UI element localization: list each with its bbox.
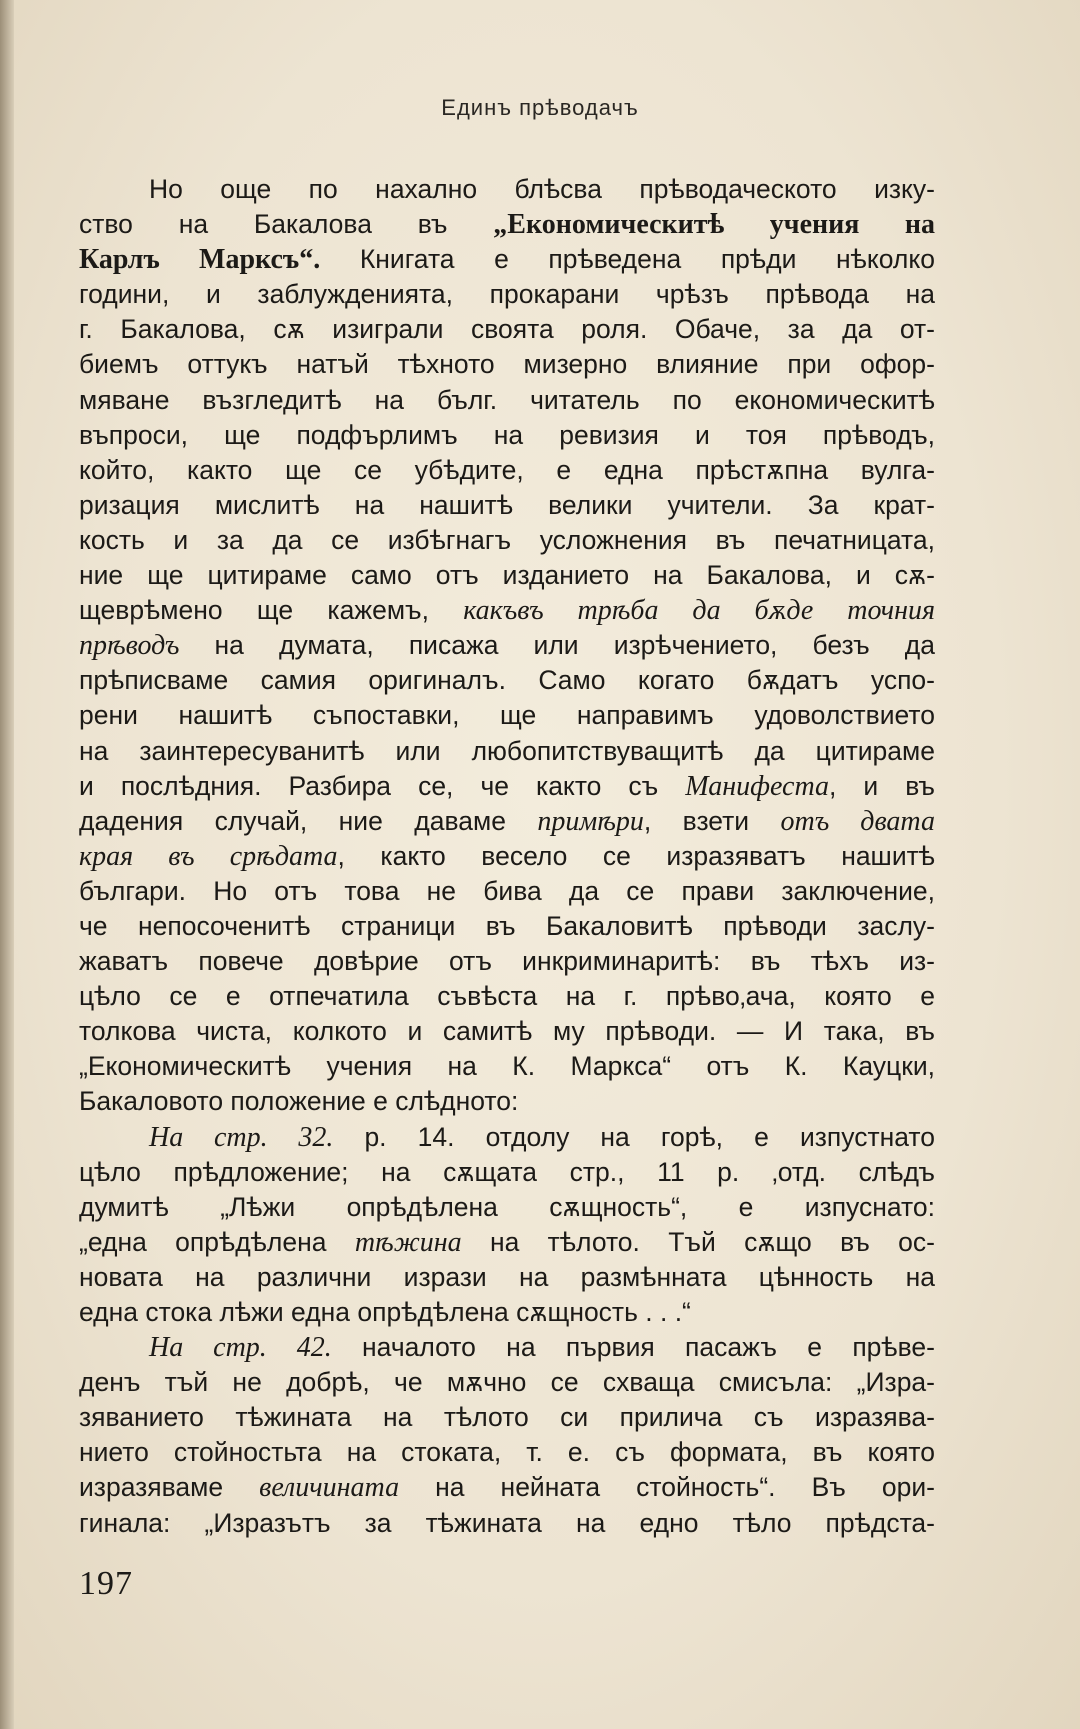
text-span: мяване възгледитѣ на бълг. читатель по економическитѣ <box>79 384 935 415</box>
text-span: , както весело се изразяватъ нашитѣ <box>337 840 935 871</box>
text-span: години, и заблужденията, прокарани чрѣзъ прѣвода на <box>79 279 935 310</box>
bold-text: „Економическитѣ учения на <box>493 209 935 241</box>
text-span: изразяваме <box>79 1472 260 1503</box>
text-span: жаватъ повече довѣрие отъ инкриминаритѣ: въ тѣхъ из- <box>79 946 935 977</box>
text-line <box>79 207 935 242</box>
text-line <box>79 1014 935 1049</box>
text-line <box>79 734 935 769</box>
text-line <box>79 418 935 453</box>
text-line <box>79 1470 935 1505</box>
italic-text: На стр. 42. <box>149 1332 332 1364</box>
text-line <box>79 944 935 979</box>
text-span: на думата, писажа или изрѣчението, безъ да <box>179 630 935 661</box>
text-line <box>79 663 935 698</box>
italic-text: величината <box>259 1472 400 1504</box>
text-line <box>79 839 935 874</box>
text-line <box>79 698 935 733</box>
text-span: Книгата е прѣведена прѣди нѣколко <box>320 244 935 275</box>
text-line <box>79 277 935 312</box>
text-span: цѣло се е отпечатила съвѣста на г. прѣво‚ача, която е <box>79 981 935 1012</box>
text-span: и послѣдния. Разбира се, че както съ <box>79 770 686 801</box>
text-line <box>79 453 935 488</box>
text-span: Бакаловото положение е слѣдното: <box>79 1086 519 1117</box>
text-span: „Економическитѣ учения на К. Маркса“ отъ К. Кауцки, <box>79 1051 935 1082</box>
running-header: Единъ прѣводачъ <box>441 95 639 120</box>
text-span: кость и за да се избѣгнагъ усложнения въ печатницата, <box>79 524 935 555</box>
text-span: думитѣ „Лѣжи опрѣдѣлена сѫщность“, е изпуснато: <box>79 1191 935 1222</box>
text-span: на заинтересуванитѣ или любопитствуващитѣ да цитираме <box>79 735 935 766</box>
text-line <box>79 1049 935 1084</box>
text-line <box>79 909 935 944</box>
italic-text: какъвъ трѣба да бѫде точния <box>463 595 935 627</box>
body-text <box>79 172 935 1541</box>
text-span: толкова чиста, колкото и самитѣ му прѣводи. — И така, въ <box>79 1016 935 1047</box>
text-line <box>79 593 935 628</box>
text-line <box>79 1225 935 1260</box>
text-span: р. 14. отдолу на горѣ, е изпустнато <box>333 1121 935 1152</box>
text-line <box>79 488 935 523</box>
page-number: 197 <box>79 1565 133 1602</box>
text-span: прѣписваме самия оригиналъ. Само когато бѫдатъ успо- <box>79 665 935 696</box>
text-line <box>79 769 935 804</box>
text-line <box>79 312 935 347</box>
text-span: че непосоченитѣ страници въ Бакаловитѣ прѣводи заслу- <box>79 910 935 941</box>
text-span: българи. Но отъ това не бива да се прави заключение, <box>79 875 935 906</box>
text-span: денъ тъй не добрѣ, че мѫчно се схваща смисъла: „Изра- <box>79 1367 935 1398</box>
text-line <box>79 628 935 663</box>
text-line <box>79 1190 935 1225</box>
text-line <box>79 1435 935 1470</box>
text-span: гинала: „Изразътъ за тѣжината на едно тѣло прѣдста- <box>79 1507 935 1538</box>
text-span: , взети <box>643 805 781 836</box>
text-span: г. Бакалова, сѫ изиграли своята роля. Обаче, за да от- <box>79 314 935 345</box>
text-line <box>79 1330 935 1365</box>
text-line <box>79 1506 935 1541</box>
page-spine-shadow <box>0 0 14 1729</box>
text-line <box>79 1155 935 1190</box>
italic-text: отъ двата <box>780 805 935 837</box>
text-span: , и въ <box>829 770 935 801</box>
text-line <box>79 347 935 382</box>
text-span: дадения случай, ние даваме <box>79 805 538 836</box>
text-span: на тѣлото. Тъй сѫщо въ ос- <box>461 1226 935 1257</box>
text-line <box>79 523 935 558</box>
text-span: зяванието тѣжината на тѣлото си прилича съ изразява- <box>79 1402 935 1433</box>
text-span: началото на първия пасажъ е прѣве- <box>331 1332 935 1363</box>
text-line <box>79 874 935 909</box>
italic-text: Манифеста <box>685 770 830 802</box>
italic-text: примѣри <box>537 805 644 837</box>
text-span: ризация мислитѣ на нашитѣ велики учители. За крат- <box>79 489 935 520</box>
text-span: биемъ оттукъ натъй тѣхното мизерно влияние при офор- <box>79 349 935 380</box>
text-span: нието стойностьта на стоката, т. е. съ формата, въ която <box>79 1437 935 1468</box>
text-line <box>79 1260 935 1295</box>
text-line <box>79 172 935 207</box>
text-span: цѣло прѣдложение; на сѫщата стр., 11 р. ‚отд. слѣдъ <box>79 1156 935 1187</box>
text-line <box>79 1365 935 1400</box>
text-line <box>79 1400 935 1435</box>
text-line <box>79 242 935 277</box>
text-line <box>79 1120 935 1155</box>
text-line <box>79 383 935 418</box>
text-line <box>79 1084 935 1119</box>
italic-text: На стр. 32. <box>149 1121 334 1153</box>
text-span: новата на различни изрази на размѣнната цѣнность на <box>79 1261 935 1292</box>
text-line <box>79 558 935 593</box>
text-line <box>79 979 935 1014</box>
italic-text: края въ срѣдата <box>79 840 338 872</box>
text-span: щеврѣмено ще кажемъ, <box>79 595 464 626</box>
text-span: Но още по нахално блѣсва прѣводаческото изку- <box>149 174 935 204</box>
text-span: рени нашитѣ съпоставки, ще направимъ удоволствието <box>79 700 935 731</box>
italic-text: тѣжина <box>354 1226 462 1258</box>
text-span: една стока лѣжи една опрѣдѣлена сѫщность . . .“ <box>79 1297 691 1327</box>
text-span: на нейната стойность“. Въ ори- <box>399 1472 935 1503</box>
text-span: ние ще цитираме само отъ изданието на Бакалова, и сѫ- <box>79 560 935 591</box>
text-span: въпроси, ще подфърлимъ на ревизия и тоя прѣводъ, <box>79 419 935 450</box>
text-span: ство на Бакалова въ <box>79 209 494 240</box>
text-span: „една опрѣдѣлена <box>79 1226 355 1257</box>
text-span: който, както ще се убѣдите, е една прѣстѫпна вулга- <box>79 454 935 485</box>
text-line <box>79 804 935 839</box>
bold-text: Карлъ Марксъ“. <box>79 244 321 276</box>
text-line <box>79 1295 935 1330</box>
italic-text: прѣводъ <box>79 630 180 662</box>
